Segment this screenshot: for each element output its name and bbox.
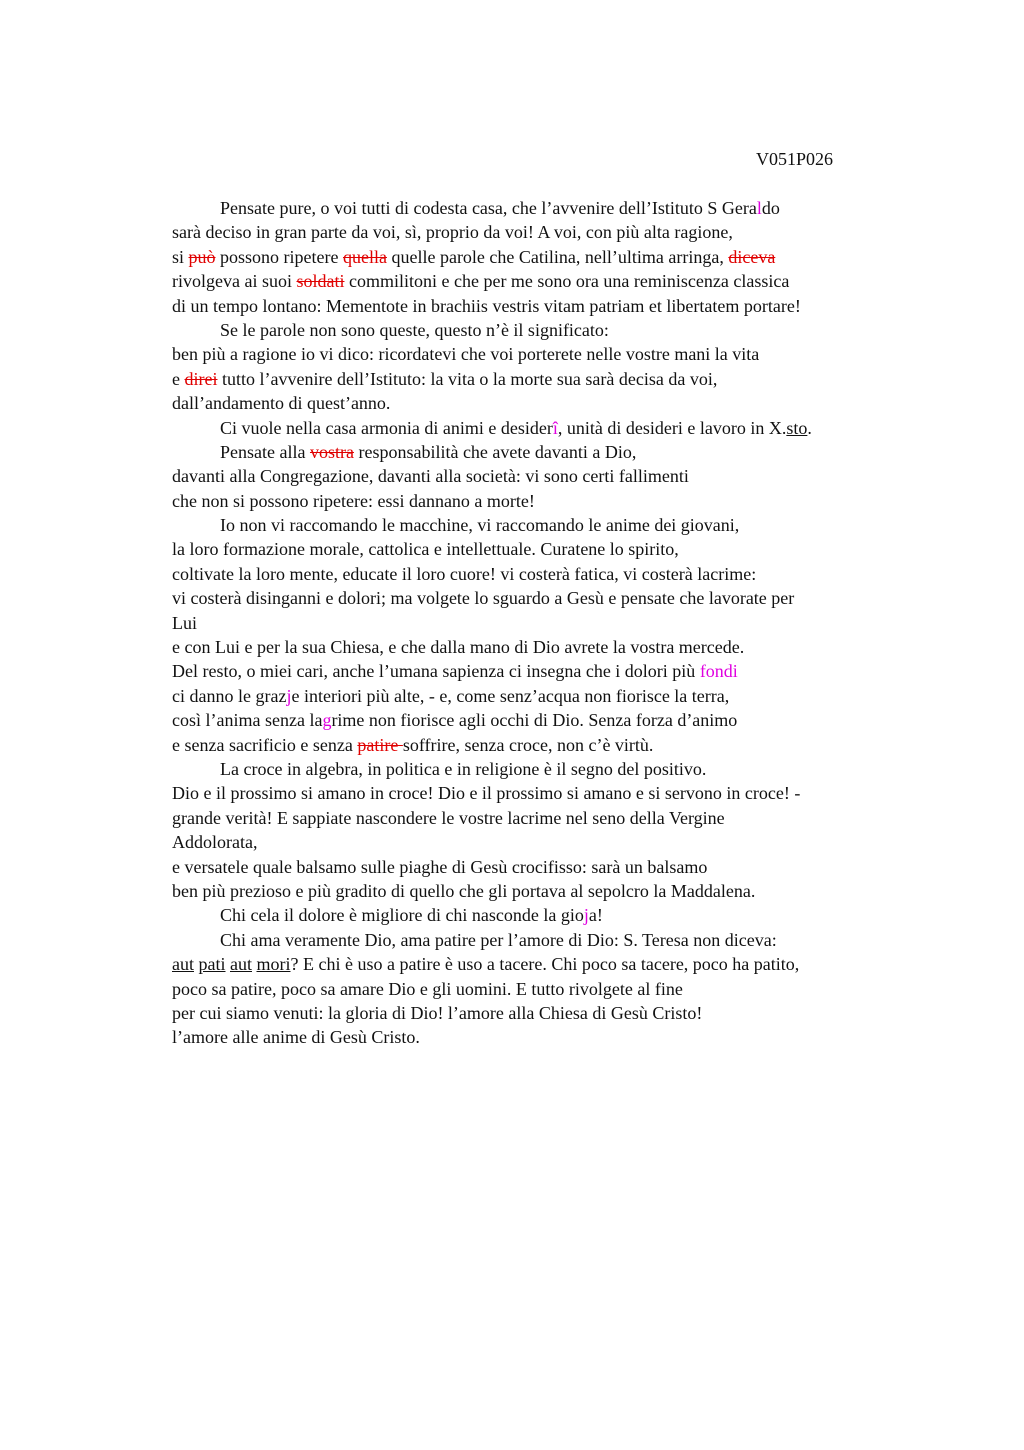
- text-run: di un tempo lontano: Mementote in brachiis vestris vitam patriam et libertatem portare!: [172, 295, 801, 316]
- text-line: [172, 220, 902, 244]
- text-line: [172, 952, 902, 976]
- text-line: [172, 977, 902, 1001]
- text-run: soffrire, senza croce, non c’è virtù.: [402, 734, 654, 755]
- text-line: [172, 367, 902, 391]
- underlined-text: pati: [198, 954, 226, 975]
- text-run: commilitoni e che per me sono ora una reminiscenza classica: [344, 271, 790, 292]
- text-run: che non si possono ripetere: essi dannano a morte!: [172, 490, 535, 511]
- text-line: [172, 586, 902, 610]
- underlined-text: mori: [256, 954, 291, 975]
- text-line: [172, 513, 902, 537]
- text-run: Lui: [172, 612, 197, 633]
- text-run: Addolorata,: [172, 832, 258, 853]
- text-line: [172, 757, 902, 781]
- inserted-text: l: [756, 198, 762, 218]
- text-run: possono ripetere: [215, 246, 343, 267]
- text-run: così l’anima senza la: [172, 710, 323, 731]
- text-line: [172, 903, 902, 927]
- text-run: per cui siamo venuti: la gloria di Dio! l’amore alla Chiesa di Gesù Cristo!: [172, 1002, 703, 1023]
- inserted-text: j: [286, 685, 292, 706]
- text-line: [172, 342, 902, 366]
- text-run: e: [172, 368, 185, 389]
- text-run: davanti alla Congregazione, davanti alla società: vi sono certi fallimenti: [172, 466, 689, 487]
- document-body: [172, 196, 902, 1050]
- text-run: si: [172, 246, 189, 267]
- text-run: rime non fiorisce agli occhi di Dio. Senza forza d’animo: [331, 710, 738, 731]
- text-line: [172, 464, 902, 488]
- text-line: [172, 416, 902, 440]
- text-run: responsabilità che avete davanti a Dio,: [353, 441, 637, 462]
- text-run: e interiori più alte, - e, come senz’acqua non fiorisce la terra,: [291, 685, 730, 706]
- text-line: [172, 708, 902, 732]
- text-run: sarà deciso in gran parte da voi, sì, proprio da voi! A voi, con più alta ragione,: [172, 222, 733, 243]
- text-run: rivolgeva ai suoi: [172, 271, 297, 292]
- text-run: La croce in algebra, in politica e in religione è il segno del positivo.: [220, 758, 707, 779]
- text-line: [172, 684, 902, 708]
- text-line: [172, 635, 902, 659]
- text-line: [172, 928, 902, 952]
- text-line: [172, 879, 902, 903]
- text-run: coltivate la loro mente, educate il loro cuore! vi costerà fatica, vi costerà lacrime:: [172, 563, 757, 584]
- text-run: .: [807, 417, 812, 438]
- text-line: [172, 659, 902, 683]
- underlined-text: aut: [230, 954, 252, 975]
- text-line: [172, 733, 902, 757]
- text-run: a!: [588, 905, 603, 926]
- text-line: [172, 294, 902, 318]
- text-run: ben più a ragione io vi dico: ricordatevi che voi porterete nelle vostre mani la vita: [172, 344, 760, 365]
- text-run: Chi ama veramente Dio, ama patire per l’amore di Dio: S. Teresa non diceva:: [220, 929, 777, 950]
- text-line: [172, 806, 902, 830]
- underlined-text: sto: [786, 417, 808, 438]
- text-line: [172, 1025, 902, 1049]
- deleted-text: vostra: [309, 441, 354, 462]
- text-line: [172, 781, 902, 805]
- text-line: [172, 391, 902, 415]
- text-run: Se le parole non sono queste, questo n’è il significato:: [220, 319, 609, 340]
- text-run: do: [761, 198, 780, 218]
- text-run: l’amore alle anime di Gesù Cristo.: [172, 1027, 420, 1048]
- text-run: ci danno le graz: [172, 685, 287, 706]
- text-line: [172, 245, 902, 269]
- text-run: grande verità! E sappiate nascondere le vostre lacrime nel seno della Vergine: [172, 807, 725, 828]
- text-run: tutto l’avvenire dell’Istituto: la vita o la morte sua sarà decisa da voi,: [217, 368, 718, 389]
- text-run: e senza sacrificio e senza: [172, 734, 358, 755]
- text-line: [172, 537, 902, 561]
- text-run: la loro formazione morale, cattolica e intellettuale. Curatene lo spirito,: [172, 539, 679, 560]
- text-run: Chi cela il dolore è migliore di chi nasconde la gio: [220, 905, 584, 926]
- text-line: [172, 1001, 902, 1025]
- inserted-text: fondi: [699, 661, 738, 682]
- text-line: [172, 562, 902, 586]
- text-line: [172, 489, 902, 513]
- inserted-text: g: [322, 710, 332, 731]
- text-run: ? E chi è uso a patire è uso a tacere. Chi poco sa tacere, poco ha patito,: [290, 954, 800, 975]
- text-line: [172, 318, 902, 342]
- deleted-text: direi: [184, 368, 218, 389]
- text-run: Del resto, o miei cari, anche l’umana sapienza ci insegna che i dolori più: [172, 661, 700, 682]
- text-line: [172, 196, 902, 220]
- underlined-text: aut: [172, 954, 194, 975]
- deleted-text: può: [188, 246, 216, 267]
- text-run: Pensate pure, o voi tutti di codesta casa, che l’avvenire dell’Istituto S Gera: [220, 198, 757, 218]
- text-run: , unità di desideri e lavoro in X.: [557, 417, 787, 438]
- deleted-text: patire: [357, 734, 403, 755]
- text-run: Pensate alla: [220, 441, 310, 462]
- text-line: [172, 611, 902, 635]
- text-line: [172, 269, 902, 293]
- deleted-text: quella: [342, 246, 387, 267]
- inserted-text: j: [583, 905, 589, 926]
- text-run: dall’andamento di quest’anno.: [172, 393, 391, 414]
- text-line: [172, 830, 902, 854]
- text-run: vi costerà disinganni e dolori; ma volgete lo sguardo a Gesù e pensate che lavorate per: [172, 588, 795, 609]
- text-run: poco sa patire, poco sa amare Dio e gli uomini. E tutto rivolgete al fine: [172, 978, 683, 999]
- text-run: e con Lui e per la sua Chiesa, e che dalla mano di Dio avrete la vostra mercede.: [172, 637, 745, 658]
- text-line: [172, 440, 902, 464]
- deleted-text: diceva: [728, 246, 776, 267]
- page-number: V051P026: [756, 149, 834, 169]
- deleted-text: soldati: [296, 271, 345, 292]
- text-run: Ci vuole nella casa armonia di animi e desider: [220, 417, 553, 438]
- text-line: [172, 855, 902, 879]
- text-run: Dio e il prossimo si amano in croce! Dio e il prossimo si amano e si servono in croce! -: [172, 783, 801, 804]
- text-run: quelle parole che Catilina, nell’ultima arringa,: [386, 246, 729, 267]
- text-run: e versatele quale balsamo sulle piaghe di Gesù crocifisso: sarà un balsamo: [172, 856, 708, 877]
- text-run: ben più prezioso e più gradito di quello che gli portava al sepolcro la Maddalena.: [172, 880, 756, 901]
- text-run: Io non vi raccomando le macchine, vi raccomando le anime dei giovani,: [220, 515, 740, 536]
- inserted-text: î: [552, 417, 558, 438]
